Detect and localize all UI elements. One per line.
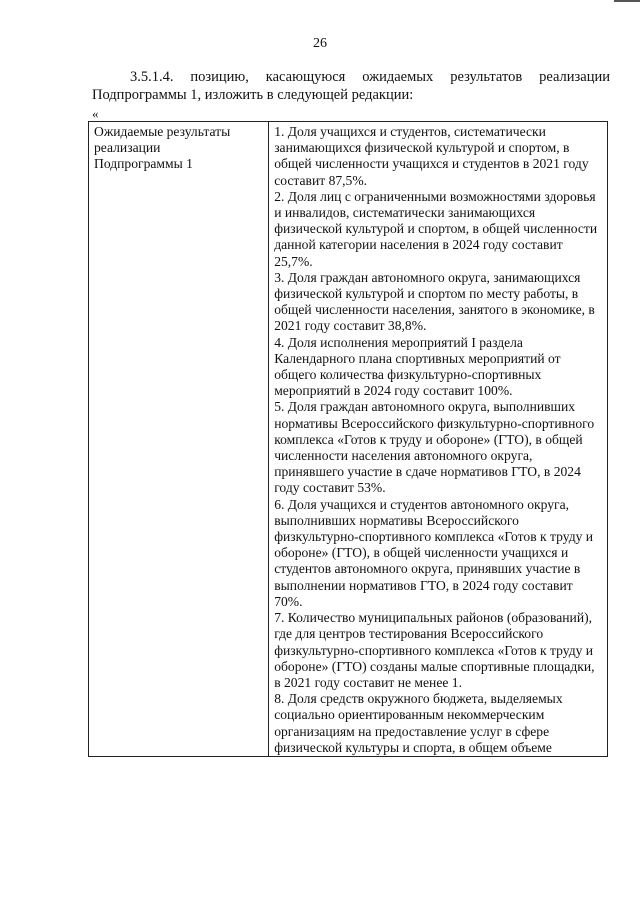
result-item-1: 1. Доля учащихся и студентов, систематически занимающихся физической культурой и спортом, в общей численности учащихся и студентов в 2021 году составит 87,5%.: [274, 124, 589, 188]
scan-edge-mark: [614, 0, 640, 2]
table-row: [89, 122, 608, 757]
label-cell: [89, 122, 269, 757]
label-line: Ожидаемые результаты: [94, 124, 231, 139]
result-item-5: 5. Доля граждан автономного округа, выполнивших нормативы Всероссийского физкультурно-спортивного комплекса «Готов к труду и обороне» (ГТО), в общей численности населения автономного округа, принявшего участие в сдаче нормативов ГТО, в 2024 году составит 53%.: [274, 399, 595, 496]
opening-quote: «: [92, 106, 99, 121]
intro-line-2: Подпрограммы 1, изложить в следующей редакции:: [92, 87, 414, 103]
result-item-2: 2. Доля лиц с ограниченными возможностями здоровья и инвалидов, систематически занимающихся физической культурой и спортом, в общей численности данной категории населения в 2024 году составит 25,7%.: [274, 188, 598, 269]
result-item-3: 3. Доля граждан автономного округа, занимающихся физической культурой и спортом по месту работы, в общей численности населения, занятого в экономике, в 2021 году составит 38,8%.: [274, 269, 595, 334]
result-item-8: 8. Доля средств окружного бюджета, выделяемых социально ориентированным некоммерческим организациям на предоставление услуг в сфере физической культуры и спорта, в общем объеме: [274, 691, 563, 755]
intro-line-1: 3.5.1.4. позицию, касающуюся ожидаемых результатов реализации: [130, 69, 610, 85]
results-table: [88, 121, 608, 757]
result-item-7: 7. Количество муниципальных районов (образований), где для центров тестирования Всероссийского физкультурно-спортивного комплекса «Готов к труду и обороне» (ГТО) созданы малые спортивные площадки, в 2021 году составит не менее 1.: [274, 610, 595, 690]
content-cell: [269, 122, 608, 757]
intro-paragraph: [92, 68, 610, 104]
page-number: 26: [313, 36, 327, 51]
label-line: Подпрограммы 1: [94, 156, 193, 172]
result-item-6: 6. Доля учащихся и студентов автономного округа, выполнивших нормативы Всероссийского физкультурно-спортивного комплекса «Готов к труду и обороне» (ГТО), в общей численности учащихся и студентов автономного округа, принявших участие в выполнении нормативов ГТО, в 2024 году составит 70%.: [274, 496, 594, 609]
label-line: реализации: [94, 140, 161, 156]
result-item-4: 4. Доля исполнения мероприятий I раздела Календарного плана спортивных мероприятий от общего количества физкультурно-спортивных мероприятий в 2024 году составит 100%.: [274, 334, 561, 399]
